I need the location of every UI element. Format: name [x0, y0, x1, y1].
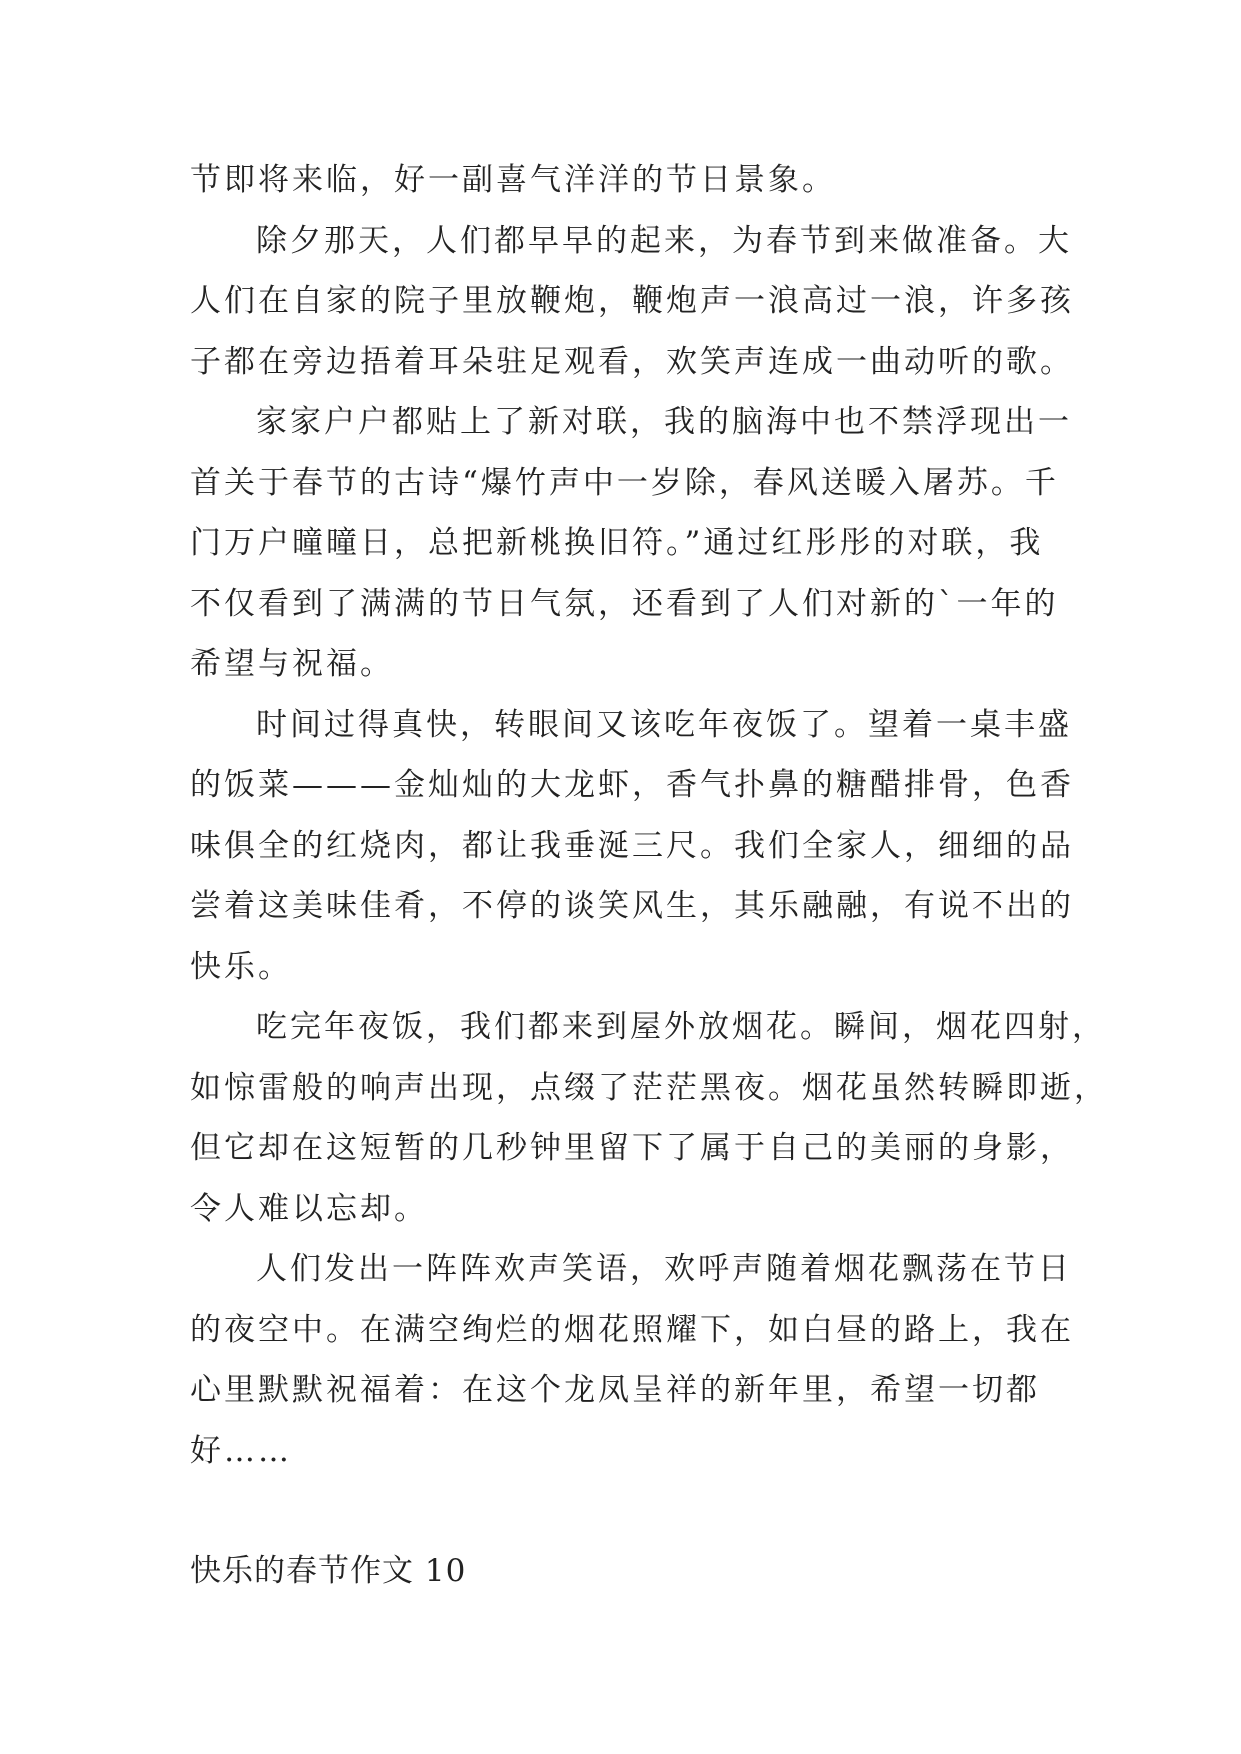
- text-line: 令人难以忘却。: [190, 1190, 428, 1227]
- text-line: 味俱全的红烧肉，都让我垂涎三尺。我们全家人，细细的品: [190, 827, 1074, 864]
- section-gap: [190, 1481, 1070, 1541]
- paragraph-start-line: 人们发出一阵阵欢声笑语，欢呼声随着烟花飘荡在节日: [256, 1251, 1072, 1287]
- paragraph-start-line: 时间过得真快，转眼间又该吃年夜饭了。望着一桌丰盛: [256, 706, 1072, 743]
- text-line: 的夜空中。在满空绚烂的烟花照耀下，如白昼的路上，我在: [190, 1311, 1074, 1348]
- text-line: 好……: [190, 1432, 292, 1469]
- text-line: 首关于春节的古诗“爆竹声中一岁除，春风送暖入屠苏。千: [190, 464, 1059, 501]
- paragraph-start-line: 除夕那天，人们都早早的起来，为春节到来做准备。大: [256, 222, 1072, 259]
- text-line: 希望与祝福。: [190, 646, 394, 682]
- document-page: [190, 150, 1108, 1601]
- paragraph-start-line: 吃完年夜饭，我们都来到屋外放烟花。瞬间，烟花四射，: [256, 1009, 1106, 1045]
- text-line: 心里默默祝福着：在这个龙凤呈祥的新年里，希望一切都: [190, 1372, 1040, 1408]
- text-line: 不仅看到了满满的节日气氛，还看到了人们对新的`一年的: [190, 585, 1059, 622]
- text-line: 快乐。: [190, 948, 292, 985]
- text-line: 人们在自家的院子里放鞭炮，鞭炮声一浪高过一浪，许多孩: [190, 283, 1074, 319]
- text-line: 但它却在这短暂的几秒钟里留下了属于自己的美丽的身影，: [190, 1130, 1074, 1166]
- paragraph-start-line: 家家户户都贴上了新对联，我的脑海中也不禁浮现出一: [256, 404, 1072, 440]
- text-line: 如惊雷般的响声出现，点缀了茫茫黑夜。烟花虽然转瞬即逝，: [190, 1069, 1108, 1106]
- text-line: 节即将来临，好一副喜气洋洋的节日景象。: [190, 162, 836, 198]
- section-heading: 快乐的春节作文 10: [190, 1553, 467, 1589]
- text-line: 的饭菜———金灿灿的大龙虾，香气扑鼻的糖醋排骨，色香: [190, 767, 1074, 803]
- text-line: 子都在旁边捂着耳朵驻足观看，欢笑声连成一曲动听的歌。: [190, 343, 1074, 380]
- text-line: 门万户曈曈日，总把新桃换旧符。”通过红彤彤的对联，我: [190, 525, 1044, 561]
- text-line: 尝着这美味佳肴，不停的谈笑风生，其乐融融，有说不出的: [190, 888, 1074, 924]
